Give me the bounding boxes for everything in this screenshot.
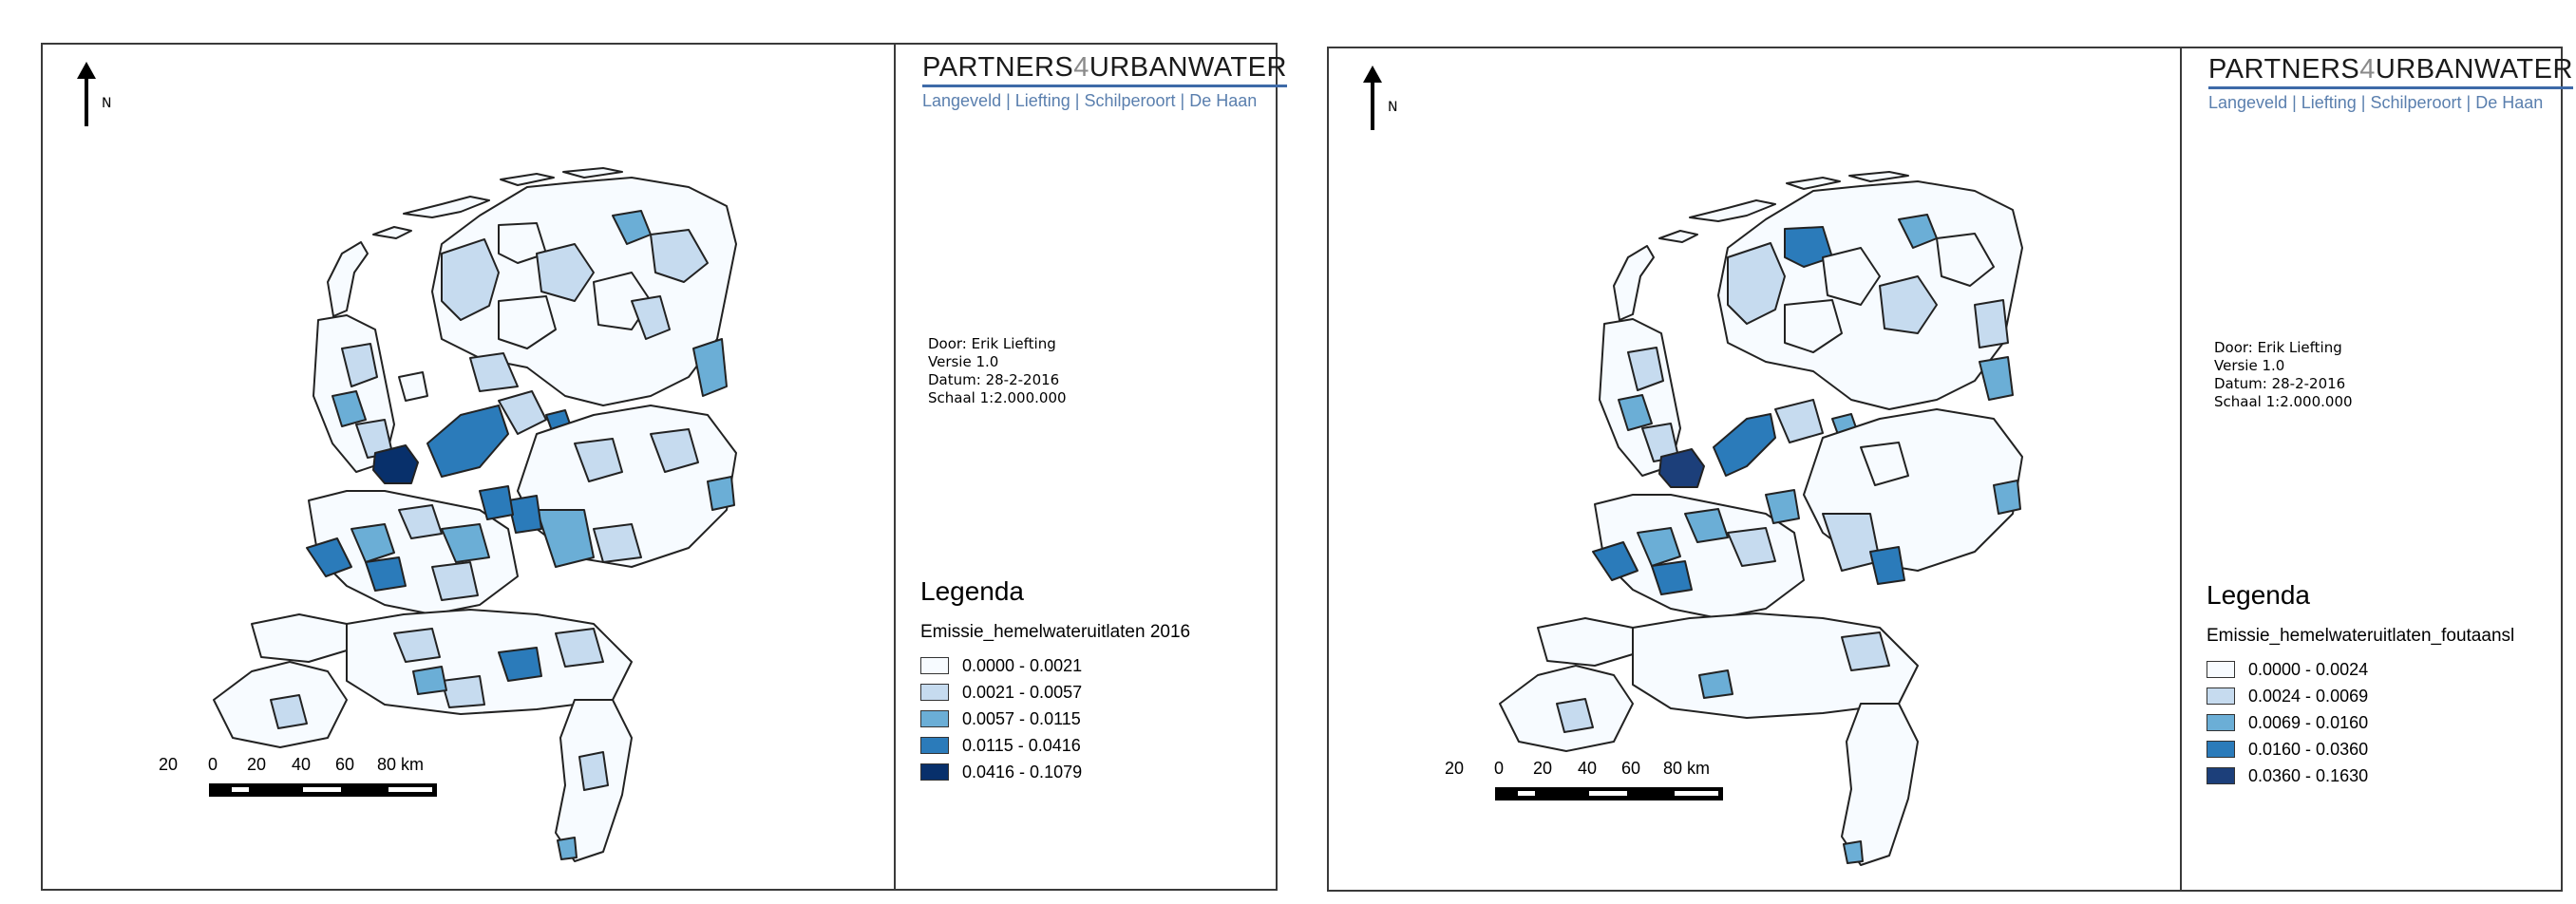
legend-row (2207, 763, 2368, 789)
meta-date: Datum: 28-2-2016 (2214, 375, 2346, 392)
meta-date: Datum: 28-2-2016 (928, 371, 1060, 388)
map-metadata (928, 335, 1067, 407)
meta-author: Door: Erik Liefting (928, 335, 1056, 352)
scale-labels (159, 755, 434, 778)
meta-version: Versie 1.0 (2214, 357, 2285, 374)
north-arrow-icon (75, 62, 98, 128)
north-label: N (1388, 100, 1398, 115)
scale-label: 80 km (1663, 759, 1711, 778)
legend-label: 0.0000 - 0.0024 (2248, 659, 2369, 679)
legend-row (920, 706, 1082, 732)
meta-scale: Schaal 1:2.000.000 (928, 389, 1067, 406)
legend-classes (2207, 656, 2368, 789)
scale-label: 20 (1533, 759, 1553, 778)
panel-divider (894, 45, 896, 889)
legend-swatch (2207, 687, 2235, 705)
meta-version: Versie 1.0 (928, 353, 999, 370)
meta-scale: Schaal 1:2.000.000 (2214, 393, 2353, 410)
legend-row (2207, 683, 2368, 709)
scale-label: 40 (1578, 759, 1598, 778)
scale-label: 60 (335, 755, 355, 774)
partners4urbanwater-logo (922, 52, 1287, 111)
legend-label: 0.0160 - 0.0360 (2248, 739, 2369, 759)
legend-row (920, 732, 1082, 759)
legend-row (920, 679, 1082, 706)
scale-bar-graphic (1494, 785, 1727, 804)
legend-swatch (2207, 661, 2235, 678)
legend-label: 0.0057 - 0.0115 (962, 708, 1081, 728)
scale-label: 60 (1621, 759, 1641, 778)
legend-row (2207, 656, 2368, 683)
logo-rule (2208, 86, 2573, 89)
meta-author: Door: Erik Liefting (2214, 339, 2342, 356)
legend-row (2207, 709, 2368, 736)
scale-label: 80 km (377, 755, 425, 774)
map-panel-2 (1327, 47, 2573, 892)
legend-row (2207, 736, 2368, 763)
legend-swatch (2207, 714, 2235, 731)
north-arrow-icon (1361, 66, 1384, 132)
logo-subtitle: Langeveld | Liefting | Schilperoort | De Haan (2208, 93, 2544, 112)
legend-swatch (2207, 767, 2235, 784)
legend-row (920, 759, 1082, 785)
legend-row (920, 652, 1082, 679)
legend-label: 0.0024 - 0.0069 (2248, 686, 2369, 706)
logo-rule (922, 85, 1287, 87)
legend-title: Legenda (2207, 580, 2311, 610)
logo-subtitle: Langeveld | Liefting | Schilperoort | De Haan (922, 91, 1258, 110)
north-label: N (102, 96, 112, 111)
scale-label: 40 (292, 755, 312, 774)
legend-layer-name: Emissie_hemelwateruitlaten_foutaansl (2207, 626, 2515, 646)
scale-label: 20 (247, 755, 267, 774)
legend-swatch (920, 657, 949, 674)
scale-label: 0 (1494, 759, 1505, 778)
legend-label: 0.0416 - 0.1079 (962, 762, 1083, 782)
logo-title: PARTNERS4URBANWATER (922, 52, 1287, 83)
legend-layer-name: Emissie_hemelwateruitlaten 2016 (920, 622, 1191, 642)
scale-bar-graphic (208, 782, 441, 800)
scale-bar (1445, 759, 1727, 808)
scale-label: 20 (1445, 759, 1465, 778)
legend-swatch (920, 710, 949, 727)
legend-label: 0.0069 - 0.0160 (2248, 712, 2369, 732)
legend-classes (920, 652, 1082, 785)
scale-labels (1445, 759, 1720, 782)
legend-label: 0.0000 - 0.0021 (962, 655, 1083, 675)
partners4urbanwater-logo (2208, 54, 2573, 113)
map-metadata (2214, 339, 2353, 411)
legend-title: Legenda (920, 576, 1025, 606)
panel-divider (2180, 48, 2182, 890)
scale-label: 0 (208, 755, 218, 774)
legend-label: 0.0115 - 0.0416 (962, 735, 1081, 755)
map-panel-1 (41, 43, 1287, 891)
legend-label: 0.0021 - 0.0057 (962, 682, 1083, 702)
legend-swatch (920, 737, 949, 754)
scale-label: 20 (159, 755, 179, 774)
logo-title: PARTNERS4URBANWATER (2208, 54, 2573, 85)
scale-bar (159, 755, 441, 804)
legend-swatch (2207, 741, 2235, 758)
legend-swatch (920, 763, 949, 781)
legend-label: 0.0360 - 0.1630 (2248, 765, 2369, 785)
legend-swatch (920, 684, 949, 701)
